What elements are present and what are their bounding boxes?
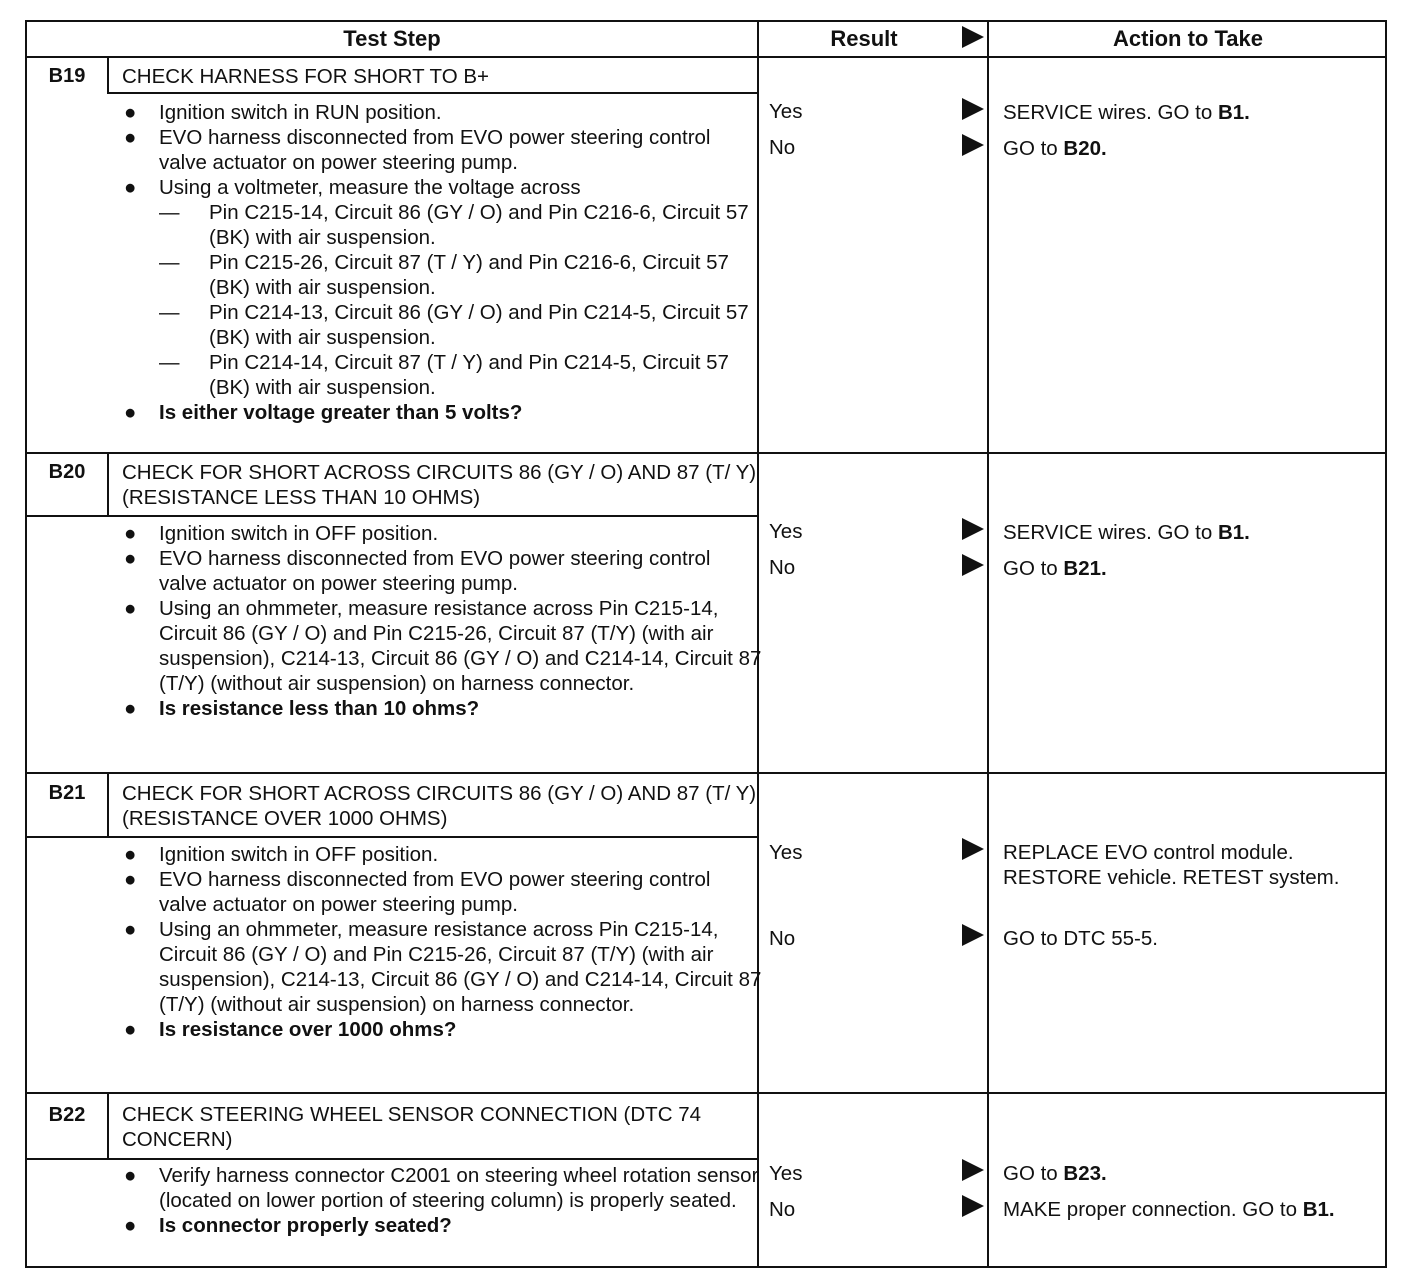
bullet-icon: ● xyxy=(124,1018,137,1041)
action-no: GO to B21. xyxy=(1003,557,1107,580)
step-number-divider xyxy=(107,58,109,94)
bullet-icon: ● xyxy=(124,918,137,941)
action-yes: SERVICE wires. GO to B1. xyxy=(1003,521,1250,544)
bullet-icon: ● xyxy=(124,126,137,149)
instruction-item: ● Ignition switch in RUN position. xyxy=(124,101,442,124)
arrow-icon xyxy=(962,518,984,540)
bullet-icon: ● xyxy=(124,547,137,570)
result-no: No xyxy=(769,136,796,159)
bullet-icon: ● xyxy=(124,697,137,720)
result-yes: Yes xyxy=(769,100,803,123)
action-no: MAKE proper connection. GO to B1. xyxy=(1003,1198,1335,1221)
result-no: No xyxy=(769,1198,796,1221)
bullet-icon: ● xyxy=(124,868,137,891)
sub-instruction-item: — Pin C215-14, Circuit 86 (GY / O) and Pin C216-6, Circuit 57 (BK) with air suspension. xyxy=(159,201,749,249)
instruction-item: ● Verify harness connector C2001 on steering wheel rotation sensor (located on lower portion of steering column) is properly seated. xyxy=(124,1164,759,1212)
result-yes: Yes xyxy=(769,841,803,864)
row-divider xyxy=(27,452,1385,454)
step-instructions xyxy=(117,842,762,1042)
action-no: GO to DTC 55-5. xyxy=(1003,927,1158,950)
dash-icon: — xyxy=(159,301,180,324)
arrow-icon xyxy=(962,98,984,120)
step-title-divider xyxy=(27,836,757,838)
instruction-item: ● Ignition switch in OFF position. xyxy=(124,522,439,545)
step-instructions xyxy=(117,1163,762,1238)
arrow-icon xyxy=(962,1195,984,1217)
row-divider xyxy=(27,1092,1385,1094)
action-yes: GO to B23. xyxy=(1003,1162,1107,1185)
bullet-icon: ● xyxy=(124,597,137,620)
step-instructions xyxy=(117,521,762,721)
step-title: CHECK FOR SHORT ACROSS CIRCUITS 86 (GY / O) AND 87 (T/ Y) (RESISTANCE LESS THAN 10 OHMS) xyxy=(122,461,757,509)
step-question: ● Is resistance less than 10 ohms? xyxy=(124,697,480,720)
result-yes: Yes xyxy=(769,1162,803,1185)
action-no: GO to B20. xyxy=(1003,137,1107,160)
step-question: ● Is connector properly seated? xyxy=(124,1214,452,1237)
step-question: ● Is either voltage greater than 5 volts? xyxy=(124,401,523,424)
result-no: No xyxy=(769,927,796,950)
arrow-icon xyxy=(962,838,984,860)
sub-instruction-item: — Pin C215-26, Circuit 87 (T / Y) and Pin C216-6, Circuit 57 (BK) with air suspension. xyxy=(159,251,729,299)
instruction-item: ● Using an ohmmeter, measure resistance across Pin C215-14, Circuit 86 (GY / O) and Pin C215-26, Circuit 87 (T/Y) (with air suspension), C214-13, Circuit 86 (GY / O) and C214-14, Circuit 87 (T/Y) (without air suspension) on harness connector. xyxy=(124,918,762,1016)
sub-instruction-item: — Pin C214-13, Circuit 86 (GY / O) and Pin C214-5, Circuit 57 (BK) with air suspension. xyxy=(159,301,749,349)
instruction-item: ● Using an ohmmeter, measure resistance across Pin C215-14, Circuit 86 (GY / O) and Pin C215-26, Circuit 87 (T/Y) (with air suspension), C214-13, Circuit 86 (GY / O) and C214-14, Circuit 87 (T/Y) (without air suspension) on harness connector. xyxy=(124,597,762,695)
step-number-divider xyxy=(107,774,109,836)
bullet-icon: ● xyxy=(124,1164,137,1187)
sub-instruction-item: — Pin C214-14, Circuit 87 (T / Y) and Pin C214-5, Circuit 57 (BK) with air suspension. xyxy=(159,351,729,399)
step-number: B22 xyxy=(48,1104,86,1126)
header-result: Result xyxy=(830,26,898,51)
step-number: B19 xyxy=(48,65,86,87)
instruction-item: ● EVO harness disconnected from EVO power steering control valve actuator on power steering pump. xyxy=(124,547,711,595)
step-title: CHECK STEERING WHEEL SENSOR CONNECTION (DTC 74 CONCERN) xyxy=(122,1103,702,1151)
step-title-divider xyxy=(27,1158,757,1160)
instruction-item: ● EVO harness disconnected from EVO power steering control valve actuator on power steering pump. xyxy=(124,126,711,174)
dash-icon: — xyxy=(159,201,180,224)
arrow-icon xyxy=(962,924,984,946)
step-number-divider xyxy=(107,1094,109,1158)
result-no: No xyxy=(769,556,796,579)
header-action: Action to Take xyxy=(1113,26,1263,51)
column-divider xyxy=(987,22,989,1266)
sub-instructions xyxy=(159,200,762,400)
bullet-icon: ● xyxy=(124,843,137,866)
bullet-icon: ● xyxy=(124,101,137,124)
arrow-icon xyxy=(962,554,984,576)
step-question: ● Is resistance over 1000 ohms? xyxy=(124,1018,457,1041)
bullet-icon: ● xyxy=(124,1214,137,1237)
step-instructions xyxy=(117,100,762,425)
step-number-divider xyxy=(107,454,109,516)
bullet-icon: ● xyxy=(124,401,137,424)
instruction-item: ● Ignition switch in OFF position. xyxy=(124,843,439,866)
step-title: CHECK FOR SHORT ACROSS CIRCUITS 86 (GY / O) AND 87 (T/ Y) (RESISTANCE OVER 1000 OHMS) xyxy=(122,782,757,830)
arrow-icon xyxy=(962,134,984,156)
step-number: B21 xyxy=(48,782,86,804)
bullet-icon: ● xyxy=(124,522,137,545)
diagnostic-table xyxy=(25,20,1387,1268)
instruction-item: ● Using a voltmeter, measure the voltage across — Pin C215-14, Circuit 86 (GY / O) and Pin C216-6, Circuit 57 (BK) with air suspension. — Pin C215-26, Circuit 87 (T / Y) and Pin C216-6, Circuit 57 (BK) with air suspension. — Pin C214-13, Circuit 86 (GY / O) and Pin C214-5, Circuit 57 (BK) with air suspension. — Pin C214-14, Circuit 87 (T / Y) and Pin C214-5, Circuit 57 (BK) with air suspension. xyxy=(117,175,762,400)
arrow-icon xyxy=(962,1159,984,1181)
action-yes: REPLACE EVO control module. RESTORE vehicle. RETEST system. xyxy=(1003,841,1340,889)
dash-icon: — xyxy=(159,251,180,274)
result-yes: Yes xyxy=(769,520,803,543)
bullet-icon: ● xyxy=(124,176,137,199)
header-test-step: Test Step xyxy=(343,26,441,51)
header-divider xyxy=(27,56,1385,58)
step-number: B20 xyxy=(48,461,86,483)
arrow-icon xyxy=(962,26,984,48)
dash-icon: — xyxy=(159,351,180,374)
action-yes: SERVICE wires. GO to B1. xyxy=(1003,101,1250,124)
step-title-divider xyxy=(107,92,757,94)
instruction-item: ● EVO harness disconnected from EVO power steering control valve actuator on power steering pump. xyxy=(124,868,711,916)
row-divider xyxy=(27,772,1385,774)
step-title: CHECK HARNESS FOR SHORT TO B+ xyxy=(122,65,489,88)
step-title-divider xyxy=(27,515,757,517)
